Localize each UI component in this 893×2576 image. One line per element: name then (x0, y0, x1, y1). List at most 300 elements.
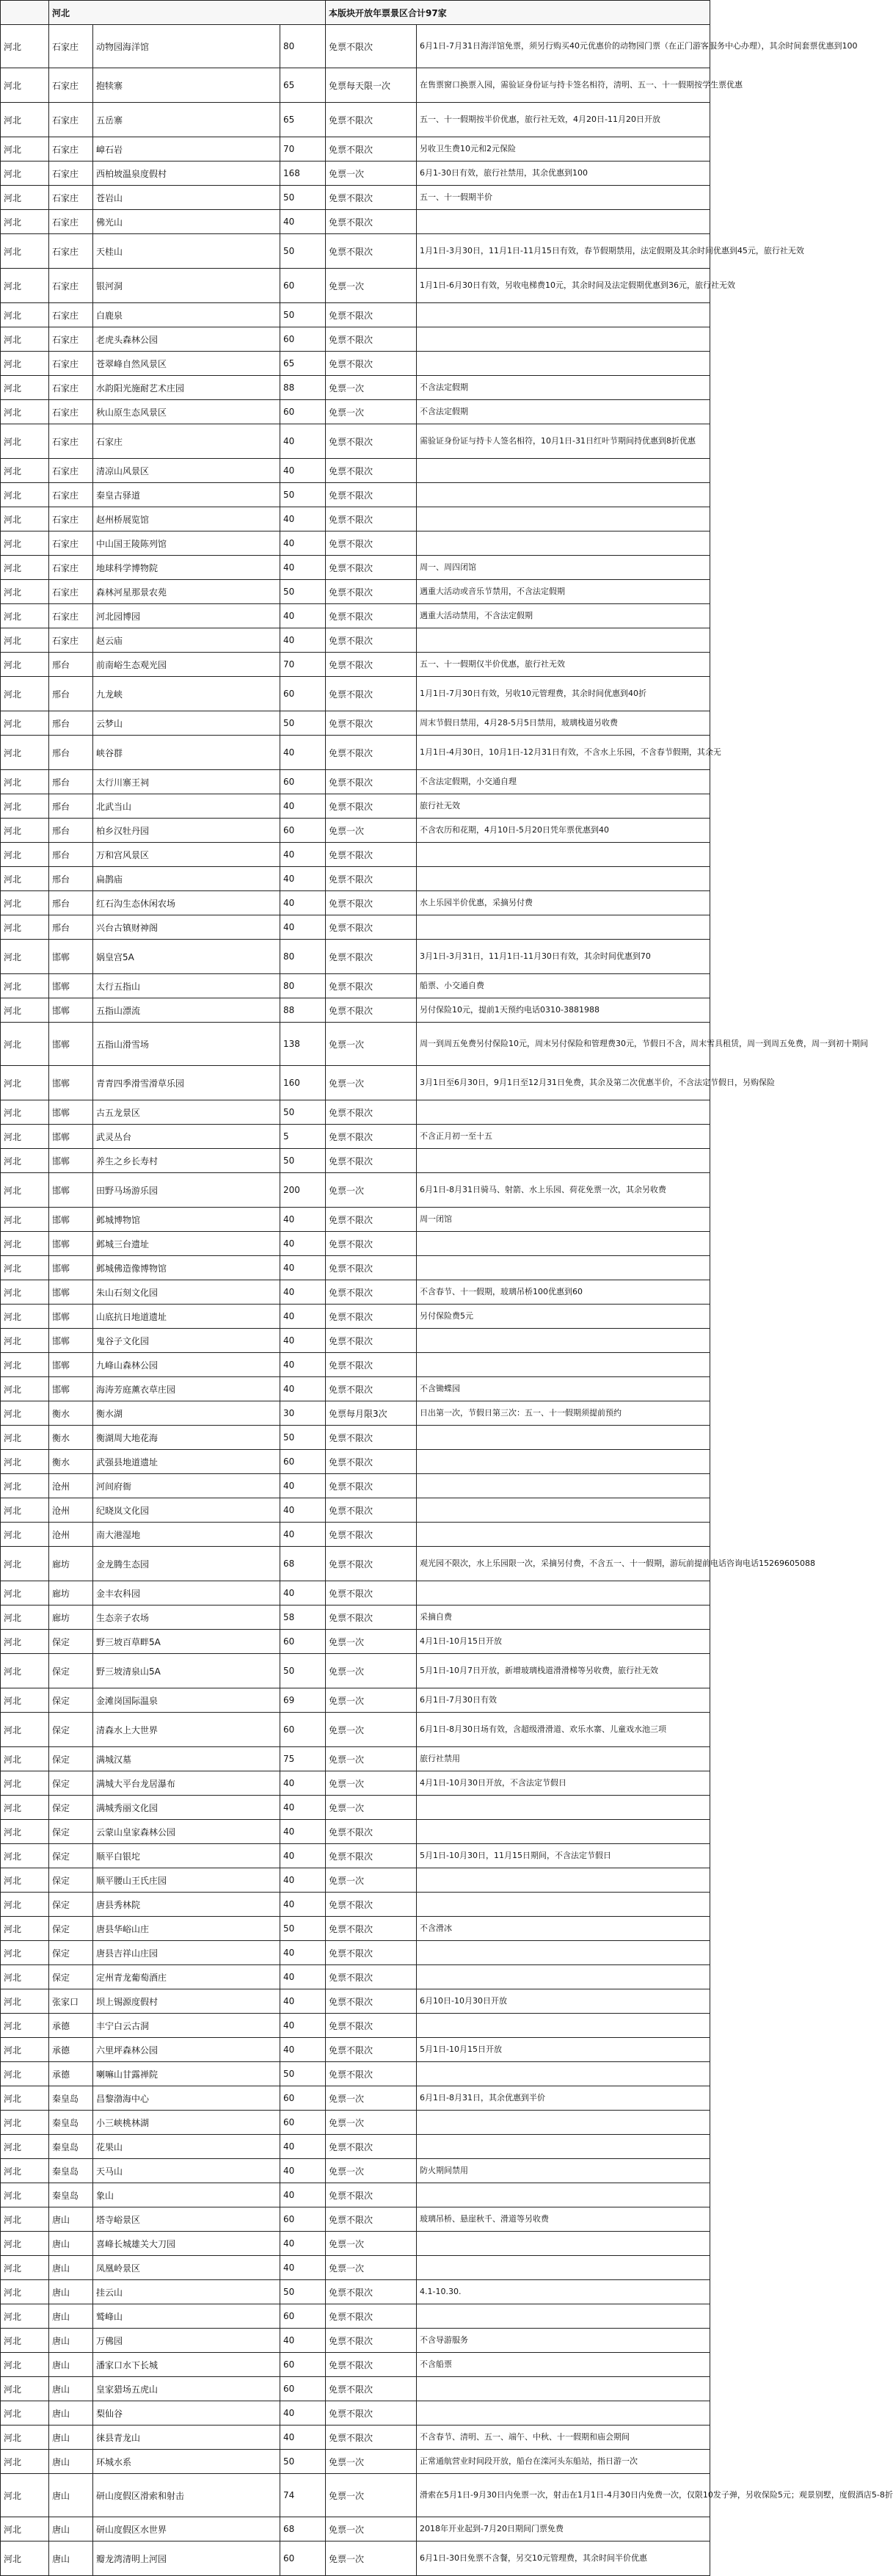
cell-price: 40 (280, 1523, 326, 1547)
cell-note: 4月1日-10月30日开放，不含法定节假日 (417, 1771, 710, 1796)
cell-city: 保定 (49, 1747, 93, 1771)
table-row (1, 653, 710, 677)
cell-scenic-name: 清凉山风景区 (93, 459, 280, 483)
cell-price: 60 (280, 819, 326, 843)
cell-city: 石家庄 (49, 507, 93, 531)
cell-note (417, 1941, 710, 1965)
cell-province: 河北 (1, 1208, 49, 1232)
cell-scenic-name: 赵云庙 (93, 628, 280, 653)
cell-province: 河北 (1, 186, 49, 210)
cell-province: 河北 (1, 915, 49, 940)
cell-province: 河北 (1, 210, 49, 234)
cell-note (417, 2135, 710, 2159)
cell-province: 河北 (1, 2304, 49, 2329)
cell-city: 石家庄 (49, 186, 93, 210)
cell-policy: 免票不限次 (326, 2377, 417, 2401)
header-row (1, 1, 710, 25)
table-row (1, 998, 710, 1023)
cell-policy: 免票一次 (326, 2474, 417, 2517)
cell-price: 40 (280, 2329, 326, 2353)
table-row (1, 1965, 710, 1989)
cell-note (417, 1474, 710, 1498)
cell-province: 河北 (1, 2183, 49, 2207)
cell-province: 河北 (1, 1547, 49, 1581)
cell-note: 周末节假日禁用，4月28-5月5日禁用，玻璃栈道另收费 (417, 711, 710, 736)
cell-scenic-name: 唐县吉祥山庄园 (93, 1941, 280, 1965)
cell-city: 邢台 (49, 653, 93, 677)
cell-policy: 免票不限次 (326, 1989, 417, 2014)
cell-province: 河北 (1, 2086, 49, 2111)
cell-policy: 免票一次 (326, 376, 417, 400)
cell-note: 6月1-30日有效，旅行社禁用，其余优惠到100 (417, 162, 710, 186)
cell-city: 邢台 (49, 867, 93, 891)
cell-policy: 免票一次 (326, 1771, 417, 1796)
table-row (1, 2401, 710, 2426)
cell-policy: 免票不限次 (326, 677, 417, 711)
cell-price: 68 (280, 2517, 326, 2541)
cell-scenic-name: 金丰农科园 (93, 1581, 280, 1606)
table-row (1, 2183, 710, 2207)
cell-note: 6月1日-8月31日，其余优惠到半价 (417, 2086, 710, 2111)
cell-note: 不含正月初一至十五 (417, 1125, 710, 1149)
cell-scenic-name: 苍岩山 (93, 186, 280, 210)
table-row (1, 1498, 710, 1523)
cell-province: 河北 (1, 1329, 49, 1353)
cell-note: 1月1日-3月30日，11月1日-11月15日有效，春节假期禁用，法定假期及其余时间优惠到45元，旅行社无效 (417, 234, 710, 269)
cell-city: 唐山 (49, 2377, 93, 2401)
cell-city: 邢台 (49, 711, 93, 736)
cell-province: 河北 (1, 1023, 49, 1066)
cell-policy: 免票不限次 (326, 604, 417, 628)
cell-city: 邢台 (49, 843, 93, 867)
cell-city: 唐山 (49, 2541, 93, 2576)
cell-price: 40 (280, 1893, 326, 1917)
table-row (1, 2135, 710, 2159)
cell-policy: 免票一次 (326, 2086, 417, 2111)
cell-scenic-name: 徕县青龙山 (93, 2426, 280, 2450)
cell-price: 40 (280, 867, 326, 891)
table-row (1, 915, 710, 940)
cell-city: 廊坊 (49, 1581, 93, 1606)
cell-city: 邢台 (49, 736, 93, 770)
cell-scenic-name: 兴台古镇财神阁 (93, 915, 280, 940)
cell-note (417, 915, 710, 940)
table-row (1, 424, 710, 459)
cell-policy: 免票一次 (326, 1796, 417, 1820)
cell-city: 保定 (49, 1965, 93, 1989)
cell-city: 邯郸 (49, 1377, 93, 1401)
cell-note (417, 2304, 710, 2329)
cell-scenic-name: 动物园海洋馆 (93, 25, 280, 68)
cell-province: 河北 (1, 998, 49, 1023)
cell-scenic-name: 苍翠峰自然风景区 (93, 352, 280, 376)
cell-price: 50 (280, 2062, 326, 2086)
cell-scenic-name: 坝上锡源度假村 (93, 1989, 280, 2014)
cell-note: 不含滑冰 (417, 1917, 710, 1941)
cell-policy: 免票不限次 (326, 210, 417, 234)
cell-note: 正常通航营业时间段开放，船台在滦河头东船站，指日游一次 (417, 2450, 710, 2474)
cell-price: 58 (280, 1606, 326, 1630)
cell-city: 邯郸 (49, 998, 93, 1023)
header-title: 本版块开放年票景区合计97家 (326, 1, 710, 25)
cell-note (417, 210, 710, 234)
table-row (1, 2426, 710, 2450)
cell-city: 邯郸 (49, 1305, 93, 1329)
cell-policy: 免票不限次 (326, 1581, 417, 1606)
cell-note: 5月1日-10月15日开放 (417, 2038, 710, 2062)
cell-scenic-name: 昌黎渤海中心 (93, 2086, 280, 2111)
cell-policy: 免票不限次 (326, 556, 417, 580)
cell-scenic-name: 朱山石刻文化园 (93, 1280, 280, 1305)
cell-province: 河北 (1, 376, 49, 400)
cell-policy: 免票不限次 (326, 1232, 417, 1256)
cell-price: 60 (280, 2304, 326, 2329)
cell-policy: 免票一次 (326, 400, 417, 424)
table-row (1, 2014, 710, 2038)
cell-note: 防火期间禁用 (417, 2159, 710, 2183)
cell-price: 40 (280, 1820, 326, 1844)
cell-price: 75 (280, 1747, 326, 1771)
cell-scenic-name: 天马山 (93, 2159, 280, 2183)
cell-city: 廊坊 (49, 1606, 93, 1630)
cell-policy: 免票不限次 (326, 103, 417, 137)
cell-city: 石家庄 (49, 459, 93, 483)
cell-price: 50 (280, 2450, 326, 2474)
table-row (1, 819, 710, 843)
cell-province: 河北 (1, 1474, 49, 1498)
table-row (1, 2304, 710, 2329)
cell-note (417, 1498, 710, 1523)
cell-city: 邯郸 (49, 1173, 93, 1208)
cell-note: 不含法定假期，小交通自理 (417, 770, 710, 794)
cell-scenic-name: 西柏坡温泉度假村 (93, 162, 280, 186)
cell-city: 沧州 (49, 1523, 93, 1547)
cell-scenic-name: 六里坪森林公园 (93, 2038, 280, 2062)
cell-scenic-name: 满城秀丽文化园 (93, 1796, 280, 1820)
cell-price: 65 (280, 68, 326, 103)
cell-city: 秦皇岛 (49, 2159, 93, 2183)
cell-province: 河北 (1, 2232, 49, 2256)
cell-price: 40 (280, 1208, 326, 1232)
cell-policy: 免票不限次 (326, 1941, 417, 1965)
cell-note: 玻璃吊桥、悬崖秋千、滑道等另收费 (417, 2207, 710, 2232)
cell-policy: 免票不限次 (326, 303, 417, 327)
cell-scenic-name: 鹫峰山 (93, 2304, 280, 2329)
cell-price: 50 (280, 234, 326, 269)
cell-scenic-name: 清森水上大世界 (93, 1713, 280, 1747)
cell-province: 河北 (1, 2401, 49, 2426)
cell-price: 30 (280, 1401, 326, 1426)
cell-price: 60 (280, 2086, 326, 2111)
table-row (1, 162, 710, 186)
table-row (1, 1450, 710, 1474)
cell-policy: 免票不限次 (326, 1965, 417, 1989)
cell-province: 河北 (1, 1100, 49, 1125)
cell-policy: 免票一次 (326, 2159, 417, 2183)
cell-city: 唐山 (49, 2517, 93, 2541)
cell-province: 河北 (1, 2111, 49, 2135)
cell-province: 河北 (1, 677, 49, 711)
cell-province: 河北 (1, 1581, 49, 1606)
cell-note: 日出第一次，节假日第三次：五一、十一假期须提前预约 (417, 1401, 710, 1426)
table-row (1, 1654, 710, 1688)
cell-city: 石家庄 (49, 352, 93, 376)
cell-province: 河北 (1, 711, 49, 736)
cell-policy: 免票不限次 (326, 186, 417, 210)
table-row (1, 2159, 710, 2183)
cell-province: 河北 (1, 2135, 49, 2159)
table-row (1, 1173, 710, 1208)
cell-scenic-name: 河间府衙 (93, 1474, 280, 1498)
cell-note (417, 1523, 710, 1547)
cell-note: 遇重大活动或音乐节禁用，不含法定假期 (417, 580, 710, 604)
cell-scenic-name: 太行川寨王祠 (93, 770, 280, 794)
cell-city: 邢台 (49, 819, 93, 843)
cell-policy: 免票不限次 (326, 1547, 417, 1581)
cell-note: 1月1日-6月30日有效，另收电梯费10元，其余时间及法定假期优惠到36元，旅行社无效 (417, 269, 710, 303)
cell-price: 40 (280, 1868, 326, 1893)
cell-city: 邯郸 (49, 1100, 93, 1125)
cell-scenic-name: 柏乡汉牡丹园 (93, 819, 280, 843)
cell-city: 保定 (49, 1630, 93, 1654)
cell-policy: 免票不限次 (326, 1208, 417, 1232)
cell-city: 邯郸 (49, 1023, 93, 1066)
cell-scenic-name: 邺城博物馆 (93, 1208, 280, 1232)
cell-province: 河北 (1, 1713, 49, 1747)
cell-scenic-name: 五指山滑雪场 (93, 1023, 280, 1066)
cell-price: 40 (280, 459, 326, 483)
header-blank (1, 1, 49, 25)
cell-price: 50 (280, 1426, 326, 1450)
cell-policy: 免票不限次 (326, 2426, 417, 2450)
cell-note (417, 1256, 710, 1280)
table-row (1, 186, 710, 210)
cell-note (417, 628, 710, 653)
cell-price: 40 (280, 507, 326, 531)
cell-policy: 免票不限次 (326, 794, 417, 819)
cell-city: 唐山 (49, 2280, 93, 2304)
cell-scenic-name: 中山国王陵陈列馆 (93, 531, 280, 556)
cell-province: 河北 (1, 2517, 49, 2541)
cell-city: 保定 (49, 1771, 93, 1796)
cell-province: 河北 (1, 1941, 49, 1965)
cell-city: 石家庄 (49, 531, 93, 556)
cell-policy: 免票不限次 (326, 998, 417, 1023)
cell-policy: 免票不限次 (326, 2304, 417, 2329)
cell-city: 邢台 (49, 677, 93, 711)
table-row (1, 1149, 710, 1173)
cell-price: 40 (280, 2426, 326, 2450)
table-row (1, 1796, 710, 1820)
cell-price: 60 (280, 2207, 326, 2232)
cell-scenic-name: 喜峰长城雄关大刀园 (93, 2232, 280, 2256)
cell-policy: 免票不限次 (326, 1893, 417, 1917)
cell-scenic-name: 衡水湖 (93, 1401, 280, 1426)
cell-city: 石家庄 (49, 162, 93, 186)
cell-policy: 免票不限次 (326, 1353, 417, 1377)
cell-note (417, 1581, 710, 1606)
cell-province: 河北 (1, 770, 49, 794)
cell-province: 河北 (1, 1066, 49, 1100)
table-row (1, 628, 710, 653)
cell-scenic-name: 定州青龙葡萄酒庄 (93, 1965, 280, 1989)
table-row (1, 556, 710, 580)
cell-policy: 免票不限次 (326, 531, 417, 556)
table-row (1, 269, 710, 303)
cell-note: 6月1日-8月31日骑马、射箭、水上乐园、荷花免票一次，其余另收费 (417, 1173, 710, 1208)
table-row (1, 1630, 710, 1654)
table-row (1, 2474, 710, 2517)
cell-policy: 免票一次 (326, 1747, 417, 1771)
cell-note: 需验证身份证与持卡人签名相符，10月1日-31日红叶节期间持优惠到8折优惠 (417, 424, 710, 459)
cell-province: 河北 (1, 2450, 49, 2474)
cell-note (417, 2014, 710, 2038)
table-row (1, 68, 710, 103)
cell-note: 观光园不限次，水上乐园限一次，采摘另付费，不含五一、十一假期，游玩前提前电话咨询电话15269605088 (417, 1547, 710, 1581)
cell-price: 88 (280, 998, 326, 1023)
cell-scenic-name: 娲皇宫5A (93, 940, 280, 974)
cell-city: 秦皇岛 (49, 2111, 93, 2135)
cell-price: 50 (280, 186, 326, 210)
cell-province: 河北 (1, 1771, 49, 1796)
cell-province: 河北 (1, 2426, 49, 2450)
cell-note: 3月1日-3月31日，11月1日-11月30日有效，其余时间优惠到70 (417, 940, 710, 974)
cell-city: 保定 (49, 1893, 93, 1917)
cell-price: 40 (280, 1844, 326, 1868)
cell-province: 河北 (1, 2038, 49, 2062)
cell-policy: 免票不限次 (326, 867, 417, 891)
cell-price: 40 (280, 556, 326, 580)
cell-policy: 免票一次 (326, 2541, 417, 2576)
cell-note: 遇重大活动禁用，不含法定假期 (417, 604, 710, 628)
cell-city: 石家庄 (49, 483, 93, 507)
cell-scenic-name: 环城水系 (93, 2450, 280, 2474)
cell-price: 60 (280, 327, 326, 352)
cell-province: 河北 (1, 1377, 49, 1401)
cell-price: 40 (280, 794, 326, 819)
cell-scenic-name: 白鹿泉 (93, 303, 280, 327)
cell-scenic-name: 满城汉墓 (93, 1747, 280, 1771)
cell-scenic-name: 古五龙景区 (93, 1100, 280, 1125)
cell-province: 河北 (1, 531, 49, 556)
cell-policy: 免票每月限3次 (326, 1401, 417, 1426)
cell-province: 河北 (1, 1868, 49, 1893)
cell-price: 70 (280, 653, 326, 677)
cell-note: 另收卫生费10元和2元保险 (417, 137, 710, 162)
table-row (1, 103, 710, 137)
cell-province: 河北 (1, 1654, 49, 1688)
cell-province: 河北 (1, 507, 49, 531)
cell-note: 五一、十一假期半价 (417, 186, 710, 210)
cell-scenic-name: 红石沟生态休闲农场 (93, 891, 280, 915)
cell-note: 2018年开业起到-7月20日期间门票免费 (417, 2517, 710, 2541)
cell-note (417, 1893, 710, 1917)
cell-scenic-name: 山底抗日地道遗址 (93, 1305, 280, 1329)
table-row (1, 1426, 710, 1450)
cell-price: 69 (280, 1688, 326, 1713)
cell-price: 60 (280, 1630, 326, 1654)
cell-policy: 免票不限次 (326, 843, 417, 867)
cell-note: 不含导游服务 (417, 2329, 710, 2353)
cell-scenic-name: 金滩岗国际温泉 (93, 1688, 280, 1713)
cell-price: 80 (280, 25, 326, 68)
cell-province: 河北 (1, 352, 49, 376)
cell-scenic-name: 石家庄 (93, 424, 280, 459)
cell-city: 石家庄 (49, 303, 93, 327)
cell-note: 船票、小交通自费 (417, 974, 710, 998)
cell-price: 40 (280, 1965, 326, 1989)
cell-policy: 免票不限次 (326, 234, 417, 269)
cell-scenic-name: 唐县华峪山庄 (93, 1917, 280, 1941)
cell-scenic-name: 云蒙山皇家森林公园 (93, 1820, 280, 1844)
cell-province: 河北 (1, 2256, 49, 2280)
cell-province: 河北 (1, 2062, 49, 2086)
cell-city: 张家口 (49, 1989, 93, 2014)
cell-province: 河北 (1, 2207, 49, 2232)
cell-price: 40 (280, 2038, 326, 2062)
cell-province: 河北 (1, 1796, 49, 1820)
cell-note: 6月1日-8月30日场有效，含超级滑滑道、欢乐水寨、儿童戏水池三项 (417, 1713, 710, 1747)
cell-province: 河北 (1, 1498, 49, 1523)
cell-price: 40 (280, 604, 326, 628)
cell-policy: 免票不限次 (326, 2207, 417, 2232)
cell-city: 邢台 (49, 915, 93, 940)
cell-scenic-name: 万和宫风景区 (93, 843, 280, 867)
cell-policy: 免票一次 (326, 2111, 417, 2135)
table-row (1, 483, 710, 507)
cell-city: 唐山 (49, 2450, 93, 2474)
cell-province: 河北 (1, 1280, 49, 1305)
cell-scenic-name: 挂云山 (93, 2280, 280, 2304)
cell-city: 邯郸 (49, 1208, 93, 1232)
cell-price: 200 (280, 1173, 326, 1208)
table-row (1, 531, 710, 556)
table-row (1, 1917, 710, 1941)
cell-city: 秦皇岛 (49, 2183, 93, 2207)
cell-scenic-name: 秦皇古驿道 (93, 483, 280, 507)
cell-note: 1月1日-7月30日有效，另收10元管理费，其余时间优惠到40折 (417, 677, 710, 711)
table-row (1, 2038, 710, 2062)
cell-policy: 免票不限次 (326, 1450, 417, 1474)
cell-city: 保定 (49, 1713, 93, 1747)
cell-city: 唐山 (49, 2304, 93, 2329)
cell-policy: 免票不限次 (326, 711, 417, 736)
table-row (1, 2111, 710, 2135)
cell-scenic-name: 野三坡清泉山5A (93, 1654, 280, 1688)
cell-price: 40 (280, 2135, 326, 2159)
cell-city: 石家庄 (49, 103, 93, 137)
table-row (1, 303, 710, 327)
cell-policy: 免票不限次 (326, 137, 417, 162)
cell-scenic-name: 小三峡桃林湖 (93, 2111, 280, 2135)
cell-province: 河北 (1, 234, 49, 269)
cell-city: 石家庄 (49, 556, 93, 580)
cell-scenic-name: 邺城三台遗址 (93, 1232, 280, 1256)
cell-scenic-name: 梨仙谷 (93, 2401, 280, 2426)
table-row (1, 1474, 710, 1498)
cell-price: 60 (280, 770, 326, 794)
table-row (1, 794, 710, 819)
cell-city: 石家庄 (49, 604, 93, 628)
cell-scenic-name: 武灵丛台 (93, 1125, 280, 1149)
cell-city: 邢台 (49, 794, 93, 819)
cell-price: 80 (280, 974, 326, 998)
cell-scenic-name: 纪晓岚文化园 (93, 1498, 280, 1523)
table-row (1, 1989, 710, 2014)
cell-policy: 免票不限次 (326, 1523, 417, 1547)
table-row (1, 711, 710, 736)
cell-province: 河北 (1, 400, 49, 424)
